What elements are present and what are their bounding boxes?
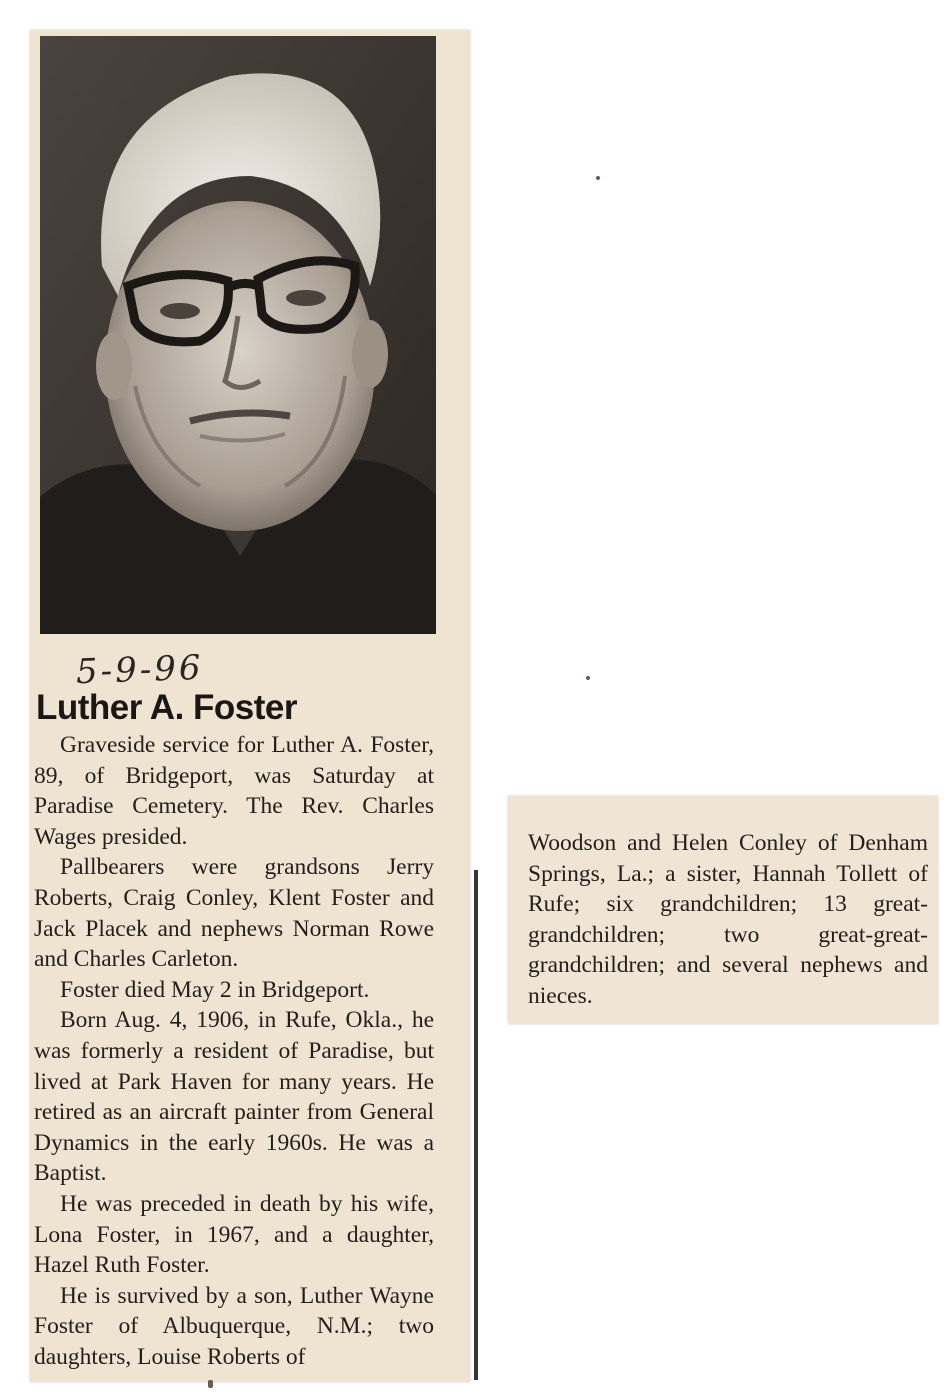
portrait-photo [40, 36, 436, 634]
paragraph-continuation: Woodson and Helen Conley of Denham Springs, La.; a sister, Hannah Tollett of Rufe; six grandchildren; 13 great-grandchildren; two great-great-grandchildren; and several nephews and nieces. [528, 830, 928, 1009]
paper-speck [586, 676, 590, 680]
obituary-headline: Luther A. Foster [36, 688, 297, 727]
paragraph-service: Graveside service for Luther A. Foster, 89, of Bridgeport, was Saturday at Paradise Cemetery. The Rev. Charles Wages presided. [34, 732, 434, 850]
obituary-body [34, 730, 434, 1372]
paper-speck [596, 176, 600, 180]
paragraph-preceded: He was preceded in death by his wife, Lona Foster, in 1967, and a daughter, Hazel Ruth Foster. [34, 1190, 434, 1279]
obituary-continuation [528, 828, 928, 1012]
paragraph-biography: Born Aug. 4, 1906, in Rufe, Okla., he was formerly a resident of Paradise, but lived at Park Haven for many years. He retired as an aircraft painter from General Dynamics in the early 1960s. He was a Baptist. [34, 1007, 434, 1187]
paragraph-survivors: He is survived by a son, Luther Wayne Foster of Albuquerque, N.M.; two daughters, Louise Roberts of [34, 1282, 434, 1370]
paper-speck [208, 1380, 213, 1388]
handwritten-date: 5-9-96 [75, 647, 205, 693]
paragraph-death: Foster died May 2 in Bridgeport. [60, 976, 370, 1003]
paragraph-pallbearers: Pallbearers were grandsons Jerry Roberts, Craig Conley, Klent Foster and Jack Placek and nephews Norman Rowe and Charles Carleton. [34, 854, 434, 973]
